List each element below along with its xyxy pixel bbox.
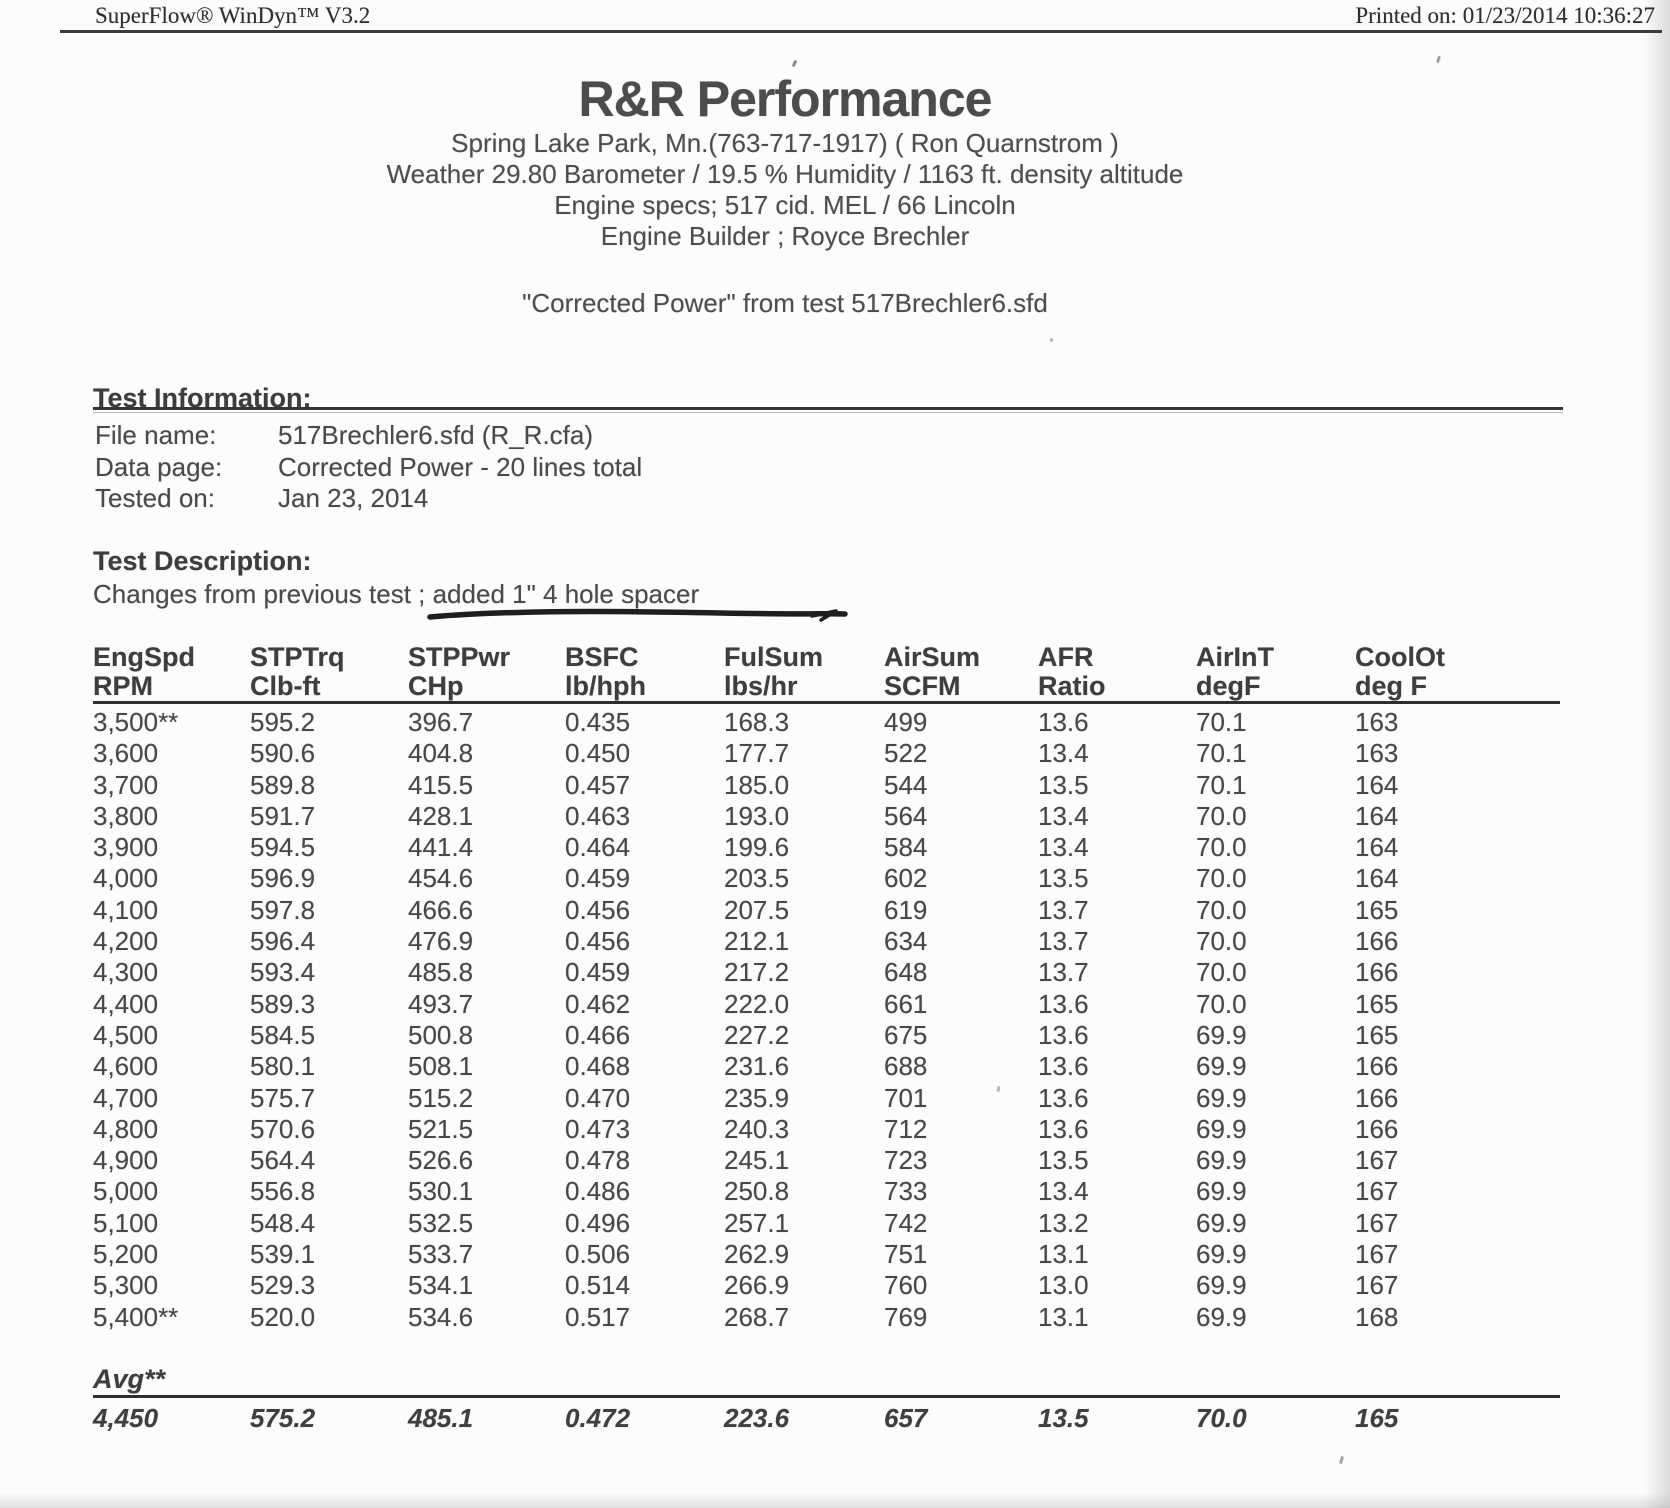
table-cell: 13.7: [1038, 926, 1089, 957]
table-cell: 3,700: [93, 769, 159, 800]
table-row: [93, 832, 1560, 863]
table-cell: 0.496: [565, 1207, 631, 1238]
table-cell: 595.2: [250, 707, 316, 737]
table-cell: 69.9: [1196, 1270, 1247, 1301]
column-header: STPPwr: [408, 642, 511, 672]
table-cell: 0.470: [565, 1082, 631, 1113]
table-cell: 217.2: [724, 957, 790, 988]
engine-specs-line: Engine specs; 517 cid. MEL / 66 Lincoln: [554, 190, 1016, 220]
table-cell: 530.1: [408, 1176, 474, 1207]
avg-cell: 4,450: [93, 1402, 159, 1433]
table-cell: 166: [1355, 1113, 1399, 1144]
table-cell: 13.6: [1038, 1019, 1089, 1050]
table-cell: 602: [884, 863, 928, 894]
table-cell: 13.5: [1038, 1145, 1089, 1176]
print-header: [95, 3, 1655, 29]
table-cell: 70.0: [1196, 894, 1247, 925]
table-cell: 13.6: [1038, 988, 1089, 1019]
column-unit: Ratio: [1038, 671, 1106, 701]
table-cell: 5,200: [93, 1239, 159, 1270]
test-description-text: Changes from previous test ; added 1" 4 hole spacer: [93, 579, 700, 609]
table-cell: 522: [884, 738, 928, 769]
table-cell: 532.5: [408, 1207, 474, 1238]
avg-row: [93, 1403, 1560, 1433]
avg-cell: 13.5: [1038, 1402, 1089, 1433]
table-cell: 167: [1355, 1176, 1399, 1207]
table-cell: 4,300: [93, 957, 159, 988]
table-cell: 227.2: [724, 1019, 790, 1050]
avg-cell: 485.1: [408, 1402, 474, 1433]
table-cell: 396.7: [408, 707, 474, 737]
table-row: [93, 1114, 1560, 1145]
table-cell: 268.7: [724, 1301, 790, 1332]
avg-cell: 70.0: [1196, 1402, 1247, 1433]
table-cell: 499: [884, 707, 928, 737]
avg-cell: 165: [1355, 1402, 1399, 1433]
app-version-label: SuperFlow® WinDyn™ V3.2: [95, 3, 371, 28]
table-cell: 0.464: [565, 832, 631, 863]
avg-cell: 575.2: [250, 1402, 316, 1433]
table-cell: 13.4: [1038, 800, 1089, 831]
table-cell: 0.459: [565, 863, 631, 894]
table-cell: 570.6: [250, 1113, 316, 1144]
tested-on-label: Tested on:: [95, 483, 215, 513]
table-cell: 404.8: [408, 738, 474, 769]
table-cell: 13.5: [1038, 769, 1089, 800]
table-cell: 69.9: [1196, 1239, 1247, 1270]
table-cell: 222.0: [724, 988, 790, 1019]
table-row: [93, 1302, 1560, 1333]
table-cell: 584.5: [250, 1019, 316, 1050]
table-cell: 69.9: [1196, 1051, 1247, 1082]
table-cell: 4,500: [93, 1019, 159, 1050]
table-row: [93, 1176, 1560, 1207]
table-cell: 661: [884, 988, 928, 1019]
table-cell: 163: [1355, 738, 1399, 769]
column-unit: deg F: [1355, 671, 1427, 701]
table-cell: 13.7: [1038, 894, 1089, 925]
table-cell: 13.2: [1038, 1207, 1089, 1238]
table-cell: 3,600: [93, 738, 159, 769]
table-cell: 207.5: [724, 894, 790, 925]
table-cell: 733: [884, 1176, 928, 1207]
table-cell: 0.459: [565, 957, 631, 988]
table-row: [93, 863, 1560, 894]
table-cell: 584: [884, 832, 928, 863]
table-cell: 415.5: [408, 769, 474, 800]
table-cell: 521.5: [408, 1113, 474, 1144]
table-cell: 13.6: [1038, 707, 1089, 737]
table-cell: 69.9: [1196, 1207, 1247, 1238]
table-cell: 69.9: [1196, 1113, 1247, 1144]
table-cell: 0.457: [565, 769, 631, 800]
table-cell: 515.2: [408, 1082, 474, 1113]
table-cell: 166: [1355, 1082, 1399, 1113]
table-cell: 13.4: [1038, 832, 1089, 863]
table-cell: 70.0: [1196, 863, 1247, 894]
table-cell: 193.0: [724, 800, 790, 831]
info-row-data-page: [95, 452, 642, 484]
column-unit: lbs/hr: [724, 671, 798, 701]
scan-artifact: [1050, 338, 1053, 342]
table-row: [93, 770, 1560, 801]
table-cell: 165: [1355, 894, 1399, 925]
scan-artifact: [1339, 1456, 1344, 1465]
table-cell: 70.0: [1196, 800, 1247, 831]
table-row: [93, 1239, 1560, 1270]
table-header-rule: [93, 701, 1560, 704]
table-cell: 564: [884, 800, 928, 831]
table-cell: 580.1: [250, 1051, 316, 1082]
column-header: BSFC: [565, 642, 639, 672]
table-cell: 3,900: [93, 832, 159, 863]
column-header: CoolOt: [1355, 642, 1445, 672]
table-cell: 591.7: [250, 800, 316, 831]
table-cell: 166: [1355, 1051, 1399, 1082]
scan-artifact: [1436, 56, 1441, 64]
table-cell: 0.463: [565, 800, 631, 831]
report-source-line: "Corrected Power" from test 517Brechler6.sfd: [522, 288, 1048, 318]
table-cell: 167: [1355, 1207, 1399, 1238]
table-cell: 500.8: [408, 1019, 474, 1050]
table-row: [93, 1051, 1560, 1082]
table-cell: 177.7: [724, 738, 790, 769]
table-cell: 534.1: [408, 1270, 474, 1301]
table-cell: 675: [884, 1019, 928, 1050]
table-cell: 0.468: [565, 1051, 631, 1082]
table-cell: 0.456: [565, 894, 631, 925]
table-cell: 13.1: [1038, 1239, 1089, 1270]
table-cell: 4,400: [93, 988, 159, 1019]
table-cell: 0.478: [565, 1145, 631, 1176]
table-cell: 13.7: [1038, 957, 1089, 988]
table-cell: 212.1: [724, 926, 790, 957]
table-cell: 533.7: [408, 1239, 474, 1270]
table-cell: 534.6: [408, 1301, 474, 1332]
weather-line: Weather 29.80 Barometer / 19.5 % Humidity / 1163 ft. density altitude: [386, 159, 1184, 189]
table-cell: 69.9: [1196, 1019, 1247, 1050]
table-cell: 257.1: [724, 1207, 790, 1238]
table-cell: 70.1: [1196, 738, 1247, 769]
table-cell: 701: [884, 1082, 928, 1113]
table-cell: 164: [1355, 800, 1399, 831]
table-cell: 0.462: [565, 988, 631, 1019]
table-cell: 69.9: [1196, 1145, 1247, 1176]
table-row: [93, 895, 1560, 926]
info-row-file-name: [95, 420, 642, 452]
table-cell: 185.0: [724, 769, 790, 800]
table-cell: 235.9: [724, 1082, 790, 1113]
table-row: [93, 707, 1560, 738]
table-cell: 723: [884, 1145, 928, 1176]
table-cell: 164: [1355, 769, 1399, 800]
table-cell: 493.7: [408, 988, 474, 1019]
table-cell: 70.0: [1196, 957, 1247, 988]
engine-builder-line: Engine Builder ; Royce Brechler: [600, 221, 970, 251]
table-cell: 648: [884, 957, 928, 988]
table-cell: 164: [1355, 832, 1399, 863]
table-cell: 526.6: [408, 1145, 474, 1176]
table-cell: 5,400**: [93, 1301, 179, 1332]
table-cell: 712: [884, 1113, 928, 1144]
table-cell: 0.517: [565, 1301, 631, 1332]
table-cell: 4,800: [93, 1113, 159, 1144]
table-cell: 240.3: [724, 1113, 790, 1144]
table-cell: 3,500**: [93, 707, 179, 737]
column-header: FulSum: [724, 642, 823, 672]
table-cell: 70.1: [1196, 707, 1247, 737]
table-cell: 751: [884, 1239, 928, 1270]
table-cell: 4,900: [93, 1145, 159, 1176]
table-cell: 597.8: [250, 894, 316, 925]
avg-cell: 223.6: [724, 1402, 790, 1433]
table-cell: 70.0: [1196, 988, 1247, 1019]
table-cell: 203.5: [724, 863, 790, 894]
table-cell: 4,200: [93, 926, 159, 957]
scan-artifact: [792, 60, 798, 68]
table-row: [93, 1270, 1560, 1301]
table-cell: 0.514: [565, 1270, 631, 1301]
test-information-rule: [93, 407, 1563, 413]
column-header: AFR: [1038, 642, 1094, 672]
avg-cell: 0.472: [565, 1402, 631, 1433]
table-cell: 167: [1355, 1239, 1399, 1270]
table-cell: 441.4: [408, 832, 474, 863]
column-header: AirSum: [884, 642, 981, 672]
table-cell: 231.6: [724, 1051, 790, 1082]
table-row: [93, 1145, 1560, 1176]
table-cell: 0.466: [565, 1019, 631, 1050]
table-cell: 13.5: [1038, 863, 1089, 894]
table-cell: 485.8: [408, 957, 474, 988]
table-cell: 596.9: [250, 863, 316, 894]
table-cell: 168.3: [724, 707, 790, 737]
file-name-label: File name:: [95, 420, 217, 450]
table-cell: 589.3: [250, 988, 316, 1019]
table-cell: 13.4: [1038, 738, 1089, 769]
table-row: [93, 801, 1560, 832]
table-cell: 0.473: [565, 1113, 631, 1144]
table-cell: 596.4: [250, 926, 316, 957]
table-cell: 3,800: [93, 800, 159, 831]
pen-underline-mark: [420, 600, 880, 628]
table-cell: 634: [884, 926, 928, 957]
table-cell: 4,000: [93, 863, 159, 894]
column-header: AirInT: [1196, 642, 1274, 672]
table-cell: 548.4: [250, 1207, 316, 1238]
table-cell: 69.9: [1196, 1082, 1247, 1113]
table-cell: 13.0: [1038, 1270, 1089, 1301]
table-cell: 245.1: [724, 1145, 790, 1176]
table-cell: 13.4: [1038, 1176, 1089, 1207]
table-cell: 556.8: [250, 1176, 316, 1207]
avg-rule: [93, 1395, 1560, 1398]
location-line: Spring Lake Park, Mn.(763-717-1917) ( Ron Quarnstrom ): [451, 128, 1119, 158]
test-information-heading: Test Information:: [93, 383, 312, 413]
column-unit: CHp: [408, 671, 464, 701]
table-cell: 742: [884, 1207, 928, 1238]
table-cell: 199.6: [724, 832, 790, 863]
table-cell: 266.9: [724, 1270, 790, 1301]
table-row: [93, 1083, 1560, 1114]
table-row: [93, 1020, 1560, 1051]
data-page-label: Data page:: [95, 451, 223, 482]
printed-on-label: Printed on: 01/23/2014 10:36:27: [1355, 3, 1655, 28]
table-cell: 69.9: [1196, 1176, 1247, 1207]
table-cell: 508.1: [408, 1051, 474, 1082]
test-information-rows: [95, 420, 642, 515]
table-cell: 0.506: [565, 1239, 631, 1270]
table-cell: 167: [1355, 1145, 1399, 1176]
column-unit: degF: [1196, 671, 1261, 701]
column-header: STPTrq: [250, 642, 345, 672]
column-unit: lb/hph: [565, 671, 646, 701]
table-body: [93, 707, 1560, 1333]
table-cell: 520.0: [250, 1301, 316, 1332]
table-cell: 5,300: [93, 1270, 159, 1301]
table-cell: 167: [1355, 1270, 1399, 1301]
table-cell: 466.6: [408, 894, 474, 925]
table-cell: 476.9: [408, 926, 474, 957]
table-cell: 13.1: [1038, 1301, 1089, 1332]
table-row: [93, 738, 1560, 769]
table-cell: 250.8: [724, 1176, 790, 1207]
table-cell: 166: [1355, 926, 1399, 957]
tested-on-value: Jan 23, 2014: [278, 483, 429, 513]
page-title: R&R Performance: [578, 71, 992, 127]
table-cell: 168: [1355, 1301, 1399, 1332]
table-cell: 69.9: [1196, 1301, 1247, 1332]
table-cell: 0.435: [565, 707, 631, 737]
table-cell: 0.486: [565, 1176, 631, 1207]
table-row: [93, 926, 1560, 957]
table-cell: 619: [884, 894, 928, 925]
table-row: [93, 957, 1560, 988]
table-cell: 564.4: [250, 1145, 316, 1176]
column-unit: SCFM: [884, 671, 961, 701]
table-cell: 166: [1355, 957, 1399, 988]
table-row: [93, 989, 1560, 1020]
table-cell: 544: [884, 769, 928, 800]
table-header-line1: [93, 643, 1560, 672]
table-cell: 70.0: [1196, 926, 1247, 957]
table-cell: 529.3: [250, 1270, 316, 1301]
table-cell: 594.5: [250, 832, 316, 863]
table-cell: 70.0: [1196, 832, 1247, 863]
table-cell: 593.4: [250, 957, 316, 988]
table-cell: 454.6: [408, 863, 474, 894]
avg-label: Avg**: [93, 1363, 166, 1394]
info-row-tested-on: [95, 483, 642, 515]
avg-cell: 657: [884, 1402, 928, 1433]
table-cell: 539.1: [250, 1239, 316, 1270]
table-cell: 163: [1355, 707, 1399, 737]
test-description-heading: Test Description:: [93, 546, 312, 576]
table-cell: 165: [1355, 988, 1399, 1019]
column-header: EngSpd: [93, 642, 195, 672]
table-cell: 70.1: [1196, 769, 1247, 800]
table-cell: 13.6: [1038, 1113, 1089, 1144]
table-cell: 0.450: [565, 738, 631, 769]
table-cell: 590.6: [250, 738, 316, 769]
file-name-value: 517Brechler6.sfd (R_R.cfa): [278, 420, 594, 450]
dyno-table: [93, 643, 1560, 1433]
table-cell: 769: [884, 1301, 928, 1332]
column-unit: Clb-ft: [250, 671, 321, 701]
table-cell: 13.6: [1038, 1051, 1089, 1082]
table-cell: 428.1: [408, 800, 474, 831]
table-cell: 164: [1355, 863, 1399, 894]
table-cell: 4,600: [93, 1051, 159, 1082]
column-unit: RPM: [93, 671, 153, 701]
table-cell: 4,700: [93, 1082, 159, 1113]
data-page-value: Corrected Power - 20 lines total: [278, 451, 643, 482]
title-block: [0, 70, 1570, 319]
table-cell: 760: [884, 1270, 928, 1301]
table-cell: 0.456: [565, 926, 631, 957]
table-cell: 5,100: [93, 1207, 159, 1238]
header-rule: [60, 30, 1662, 33]
table-cell: 13.6: [1038, 1082, 1089, 1113]
table-cell: 589.8: [250, 769, 316, 800]
table-cell: 688: [884, 1051, 928, 1082]
table-row: [93, 1208, 1560, 1239]
table-cell: 4,100: [93, 894, 159, 925]
table-cell: 165: [1355, 1019, 1399, 1050]
table-cell: 262.9: [724, 1239, 790, 1270]
table-header-line2: [93, 672, 1560, 701]
table-cell: 575.7: [250, 1082, 316, 1113]
table-cell: 5,000: [93, 1176, 159, 1207]
